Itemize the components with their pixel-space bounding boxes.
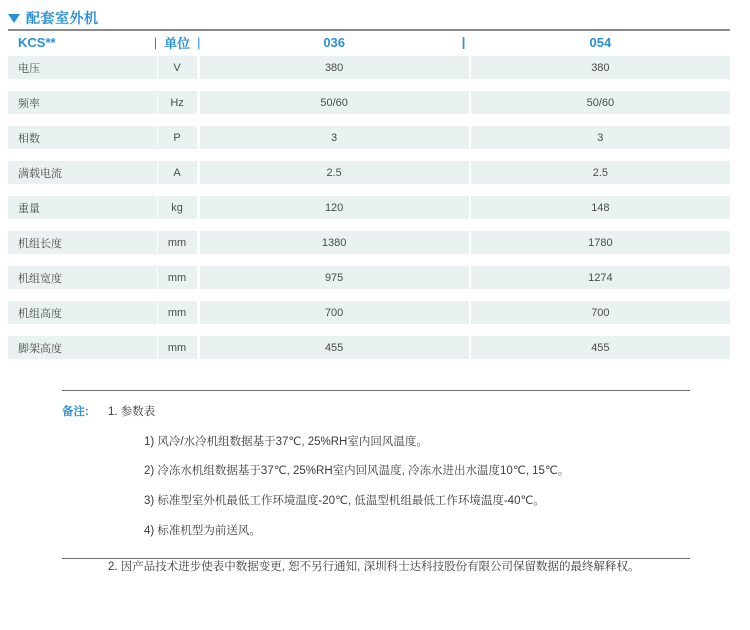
header-model-separator-bar: | <box>461 34 466 50</box>
notes-first-line <box>62 404 690 421</box>
row-cell-name: 重量 <box>8 196 157 219</box>
row-cell-name: 机组高度 <box>8 301 157 324</box>
row-cell-unit: mm <box>158 231 197 254</box>
row-cell-unit: mm <box>158 336 197 359</box>
row-cell-unit: P <box>158 126 197 149</box>
row-cell-value-054: 3 <box>471 126 730 149</box>
row-cell-unit: mm <box>158 266 197 289</box>
row-cell-name: 频率 <box>8 91 157 114</box>
notes-item-2: 2. 因产品技术进步使表中数据变更, 恕不另行通知, 深圳科士达科技股份有限公司保留数据的最终解释权。 <box>108 561 640 574</box>
header-unit-bar-right: | <box>197 34 201 50</box>
table-row <box>8 91 730 114</box>
notes-body <box>62 391 690 576</box>
row-cell-value-036: 700 <box>200 301 469 324</box>
header-model-054-label: 054 <box>589 34 612 50</box>
table-header-row <box>8 31 730 53</box>
notes-sub-item: 3) 标准型室外机最低工作环境温度-20℃, 低温型机组最低工作环境温度-40℃。 <box>144 495 545 508</box>
header-cell-unit <box>153 33 201 52</box>
section-title <box>8 8 99 28</box>
row-cell-value-036: 3 <box>200 126 469 149</box>
table-row <box>8 336 730 359</box>
row-cell-value-036: 50/60 <box>200 91 469 114</box>
header-unit-label: 单位 <box>164 35 191 51</box>
table-row <box>8 301 730 324</box>
table-body <box>8 56 730 359</box>
row-cell-value-054: 1780 <box>471 231 730 254</box>
notes-sub-item: 2) 冷冻水机组数据基于37℃, 25%RH室内回风温度, 冷冻水进出水温度10℃, 15℃。 <box>144 465 570 478</box>
row-cell-name: 电压 <box>8 56 157 79</box>
row-cell-name: 满载电流 <box>8 161 157 184</box>
notes-bottom-rule <box>62 558 690 559</box>
row-cell-value-054: 148 <box>471 196 730 219</box>
row-cell-value-054: 380 <box>471 56 730 79</box>
row-cell-value-036: 1380 <box>200 231 469 254</box>
row-cell-name: 机组长度 <box>8 231 157 254</box>
notes-label: 备注: <box>62 406 89 418</box>
row-cell-name: 相数 <box>8 126 157 149</box>
notes-sub-item: 1) 风冷/水冷机组数据基于37℃, 25%RH室内回风温度。 <box>144 435 428 448</box>
row-cell-value-054: 455 <box>471 336 730 359</box>
header-cell-name: KCS** <box>18 34 56 50</box>
row-cell-unit: mm <box>158 301 197 324</box>
row-cell-value-036: 2.5 <box>200 161 469 184</box>
table-row <box>8 266 730 289</box>
header-cell-model-054 <box>461 34 730 50</box>
header-unit-bar-left: | <box>153 34 158 50</box>
table-row <box>8 231 730 254</box>
row-cell-name: 机组宽度 <box>8 266 157 289</box>
table-row <box>8 56 730 79</box>
table-row <box>8 161 730 184</box>
row-cell-value-054: 50/60 <box>471 91 730 114</box>
notes-section <box>62 390 690 576</box>
row-cell-value-054: 2.5 <box>471 161 730 184</box>
notes-sub-items <box>62 434 690 540</box>
triangle-down-icon[interactable] <box>8 14 20 23</box>
row-cell-value-036: 975 <box>200 266 469 289</box>
table-row <box>8 196 730 219</box>
row-cell-unit: A <box>158 161 197 184</box>
row-cell-value-054: 1274 <box>471 266 730 289</box>
row-cell-value-036: 455 <box>200 336 469 359</box>
section-title-label: 配套室外机 <box>26 10 99 26</box>
row-cell-unit: Hz <box>158 91 197 114</box>
row-cell-unit: V <box>158 56 197 79</box>
spec-table <box>8 29 730 371</box>
notes-item-1: 1. 参数表 <box>108 406 156 418</box>
row-cell-value-054: 700 <box>471 301 730 324</box>
row-cell-value-036: 380 <box>200 56 469 79</box>
row-cell-name: 脚架高度 <box>8 336 157 359</box>
header-cell-model-036: 036 <box>323 34 346 50</box>
notes-sub-item: 4) 标准机型为前送风。 <box>144 524 261 537</box>
table-row <box>8 126 730 149</box>
row-cell-value-036: 120 <box>200 196 469 219</box>
row-cell-unit: kg <box>158 196 197 219</box>
